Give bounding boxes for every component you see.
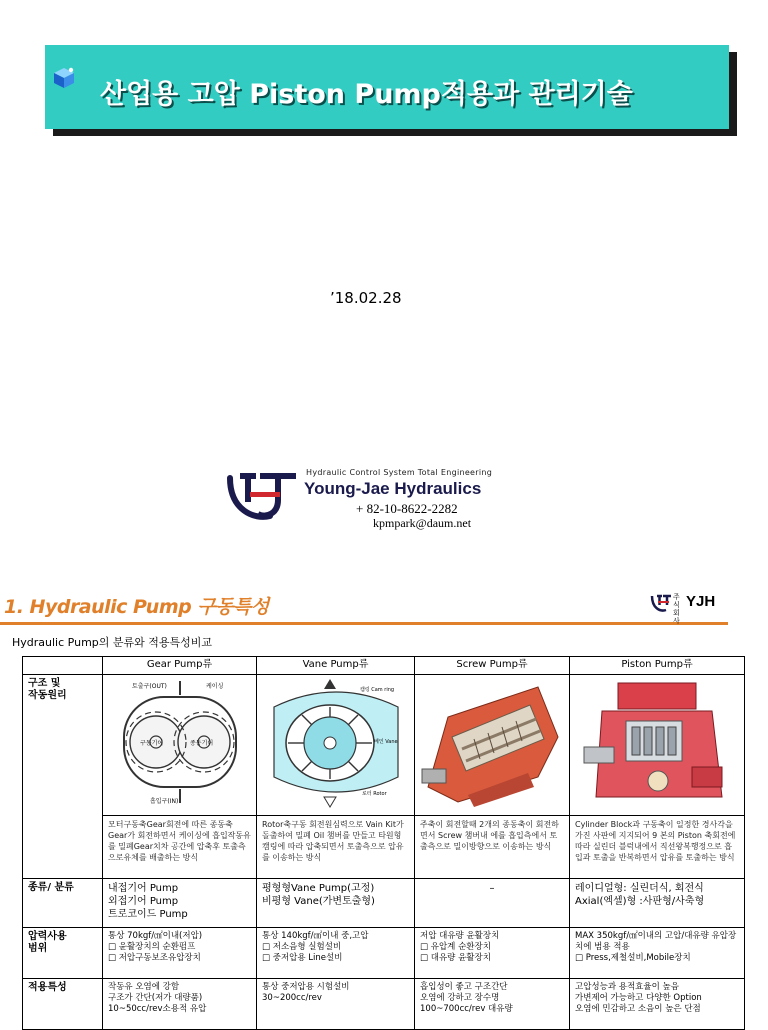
vane-pump-diagram [257, 675, 415, 816]
header-cell [23, 657, 103, 675]
table-row [23, 979, 745, 1030]
yjh-logo-mark-icon [226, 470, 302, 524]
gear-pump-diagram-icon [110, 677, 250, 809]
header-screw: Screw Pump류 [415, 657, 570, 675]
features-gear-cell: 작동유 오염에 강함 구조가 간단(저가 대량품) 10~50cc/rev소용적 유압 [103, 979, 257, 1030]
gear-pump-diagram [103, 675, 257, 816]
structure-screw-cell: 주축이 회전할때 2개의 종동축이 회전하면서 Screw 챔버내 에를 흡입측에서 토출측으로 밀이방향으로 이송하는 방식 [415, 816, 570, 879]
gear-drive-label: 구동기어 [139, 740, 163, 747]
vane-cam-ring-label: 캠링 Cam ring [359, 687, 394, 693]
header-piston: Piston Pump류 [570, 657, 745, 675]
pressure-gear-cell: 통상 70kgf/㎠이내(저압) □ 윤활장치의 순환펌프 □ 저압구동보조유압장치 [103, 928, 257, 979]
table-row [23, 675, 745, 816]
table-row [23, 879, 745, 928]
gear-casing-label: 케이싱 [205, 683, 223, 690]
brand-corp-label: 주식회사 [673, 593, 680, 625]
gear-driven-label: 종동기어 [189, 740, 213, 747]
company-name: Young-Jae Hydraulics [304, 479, 482, 498]
company-email: kpmpark@daum.net [373, 516, 472, 530]
screw-pump-image [415, 675, 570, 816]
brand-text: YJH [686, 593, 716, 610]
vane-pump-diagram-icon [266, 677, 406, 809]
table-caption: Hydraulic Pump의 분류와 적용특성비교 [12, 636, 213, 649]
header-gear: Gear Pump류 [103, 657, 257, 675]
types-screw-cell: – [415, 879, 570, 928]
table-header-row [23, 657, 745, 675]
company-phone: + 82-10-8622-2282 [356, 501, 458, 516]
vane-rotor-label: 로터 Rotor [361, 791, 387, 797]
types-piston-cell: 레이디얼형: 실린더식, 회전식 Axial(엑셀)형 :사판형/사축형 [570, 879, 745, 928]
gear-inlet-label: 흡입구(IN) [149, 798, 178, 805]
features-screw-cell: 흡입성이 좋고 구조간단 오염에 강하고 장수명 100~700cc/rev 대유량 [415, 979, 570, 1030]
row-label-pressure: 압력사용 범위 [23, 928, 103, 979]
table-row [23, 928, 745, 979]
gear-outlet-label: 토출구(OUT) [131, 683, 167, 690]
pressure-piston-cell: MAX 350kgf/㎠이내의 고압/대유량 유압장치에 범용 적용 □ Press,제철설비,Mobile장치 [570, 928, 745, 979]
types-vane-cell: 평형형Vane Pump(고정) 비평형 Vane(가변토출형) [257, 879, 415, 928]
presentation-date: ’18.02.28 [330, 289, 402, 307]
piston-pump-image-icon [582, 677, 732, 809]
yjh-brand-icon [650, 593, 672, 613]
header-vane: Vane Pump류 [257, 657, 415, 675]
row-label-structure: 구조 및 작동원리 [23, 675, 103, 879]
features-vane-cell: 통상 중저압용 시험설비 30~200cc/rev [257, 979, 415, 1030]
section-divider [0, 622, 728, 625]
vane-vane-label: 베인 Vane [373, 739, 398, 745]
pressure-screw-cell: 저압 대유량 윤활장치 □ 유압계 순환장치 □ 대유량 윤활장치 [415, 928, 570, 979]
pressure-vane-cell: 통상 140kgf/㎠이내 중,고압 □ 저소음형 실험설비 □ 중저압용 Line설비 [257, 928, 415, 979]
row-label-types: 종류/ 분류 [23, 879, 103, 928]
screw-pump-image-icon [418, 677, 566, 809]
section-title: 1. Hydraulic Pump 구동특성 [4, 596, 269, 618]
structure-vane-cell: Rotor축구동 회전원심력으로 Vain Kit가 돌출하여 밀폐 Oil 챔버를 만들고 타원형 캠링에 따라 압축되면서 토출측으로 압유를 이송하는 방식 [257, 816, 415, 879]
table-row [23, 816, 745, 879]
piston-pump-image [570, 675, 745, 816]
pump-comparison-table [22, 656, 745, 1030]
presentation-title: 산업용 고압 Piston Pump적용과 관리기술 [100, 79, 633, 110]
features-piston-cell: 고압성능과 용적효율이 높음 가변제어 가능하고 다양한 Option 오염에 민감하고 소음이 높은 단점 [570, 979, 745, 1030]
row-label-features: 적용특성 [23, 979, 103, 1030]
company-tagline: Hydraulic Control System Total Engineering [306, 468, 493, 477]
types-gear-cell: 내접기어 Pump 외접기어 Pump 트로코이드 Pump [103, 879, 257, 928]
cube-icon [52, 66, 76, 90]
structure-piston-cell: Cylinder Block과 구동축이 일정한 경사각을 가진 사판에 지지되어 9 본의 Piston 축회전에 따라 실린더 블럭내에서 직선왕복행정으로 흡입과 토출을 반복하면서 압유를 토출하는 방식 [570, 816, 745, 879]
structure-gear-cell: 모터구동축Gear회전에 따른 종동축Gear가 회전하면서 케이싱에 흡입작동유를 밀폐Gear치차 공간에 압축후 토출측으로유체를 배출하는 방식 [103, 816, 257, 879]
